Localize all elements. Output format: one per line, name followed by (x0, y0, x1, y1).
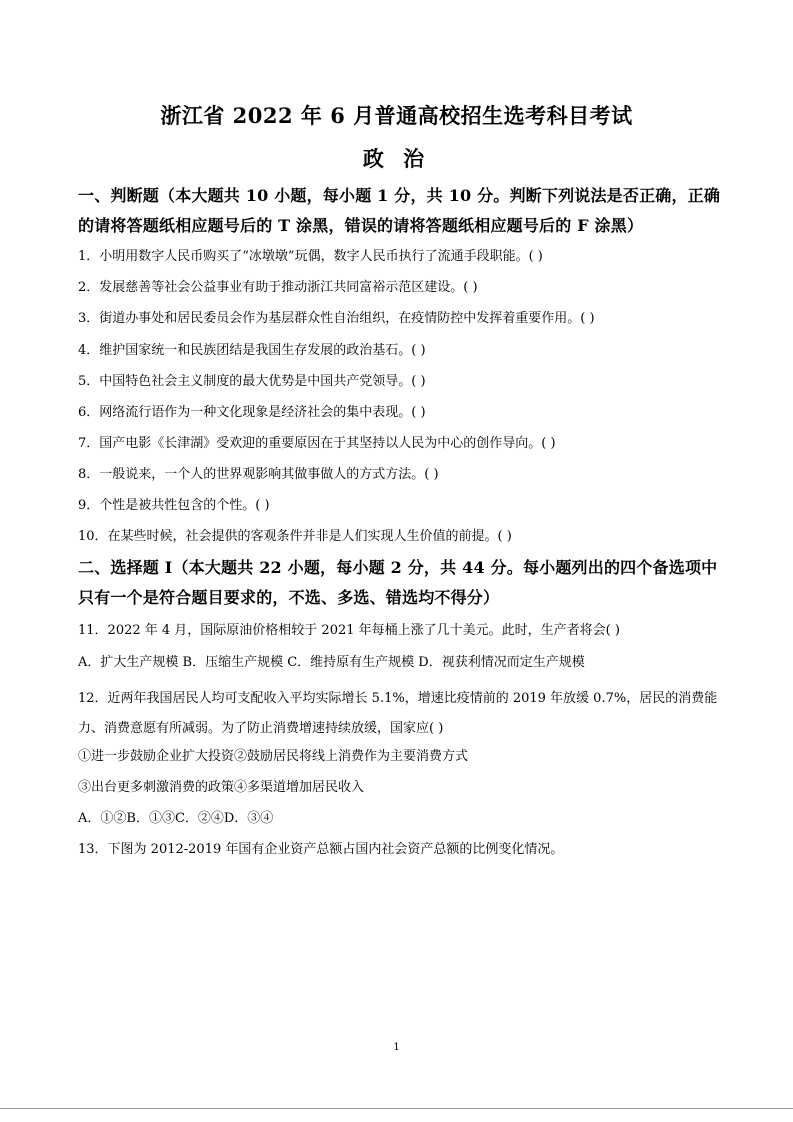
page-number: 1 (393, 1042, 400, 1053)
question-7: 7．国产电影《长津湖》受欢迎的重要原因在于其坚持以人民为中心的创作导向。( ) (78, 436, 556, 451)
question-11-stem: 11．2022 年 4 月，国际原油价格相较于 2021 年每桶上涨了几十美元。此时，生产者将会( ) (78, 623, 620, 638)
section-2-heading: 二、选择题 I（本大题共 22 小题，每小题 2 分，共 44 分。每小题列出的四个备选项中只有一个是符合题目要求的，不选、多选、错选均不得分） (78, 558, 718, 607)
question-11-options: A．扩大生产规模 B．压缩生产规模 C．维持原有生产规模 D．视获利情况而定生产规模 (78, 655, 585, 670)
question-10: 10．在某些时候，社会提供的客观条件并非是人们实现人生价值的前提。( ) (78, 529, 512, 544)
question-12-items-line-2: ③出台更多刺激消费的政策④多渠道增加居民收入 (78, 780, 365, 795)
question-3: 3．街道办事处和居民委员会作为基层群众性自治组织，在疫情防控中发挥着重要作用。( ) (78, 311, 595, 326)
question-9: 9．个性是被共性包含的个性。( ) (78, 498, 270, 513)
question-13-stem: 13．下图为 2012-2019 年国有企业资产总额占国内社会资产总额的比例变化情况。 (78, 842, 564, 857)
question-12-items-line-1: ①进一步鼓励企业扩大投资②鼓励居民将线上消费作为主要消费方式 (78, 749, 469, 764)
section-1-heading: 一、判断题（本大题共 10 小题，每小题 1 分，共 10 分。判断下列说法是否正确，正确的请将答题纸相应题号后的 T 涂黑，错误的请将答题纸相应题号后的 F 涂黑） (78, 186, 721, 235)
subject-title: 政 治 (362, 146, 431, 171)
question-6: 6．网络流行语作为一种文化现象是经济社会的集中表现。( ) (78, 405, 426, 420)
question-12-stem: 12．近两年我国居民人均可支配收入平均实际增长 5.1%，增速比疫情前的 2019 年放缓 0.7%，居民的消费能力、消费意愿有所减弱。为了防止消费增速持续放缓，国家应( ) (78, 691, 718, 736)
question-2: 2．发展慈善等社会公益事业有助于推动浙江共同富裕示范区建设。( ) (78, 280, 478, 295)
question-4: 4．维护国家统一和民族团结是我国生存发展的政治基石。( ) (78, 343, 426, 358)
question-8: 8．一般说来，一个人的世界观影响其做事做人的方式方法。( ) (78, 467, 439, 482)
question-5: 5．中国特色社会主义制度的最大优势是中国共产党领导。( ) (78, 374, 426, 389)
exam-title: 浙江省 2022 年 6 月普通高校招生选考科目考试 (160, 103, 633, 128)
page-bottom-divider (0, 1108, 793, 1109)
question-1: 1．小明用数字人民币购买了“冰墩墩”玩偶，数字人民币执行了流通手段职能。( ) (78, 249, 543, 264)
question-12-options: A．①②B．①③C．②④D．③④ (78, 811, 274, 826)
